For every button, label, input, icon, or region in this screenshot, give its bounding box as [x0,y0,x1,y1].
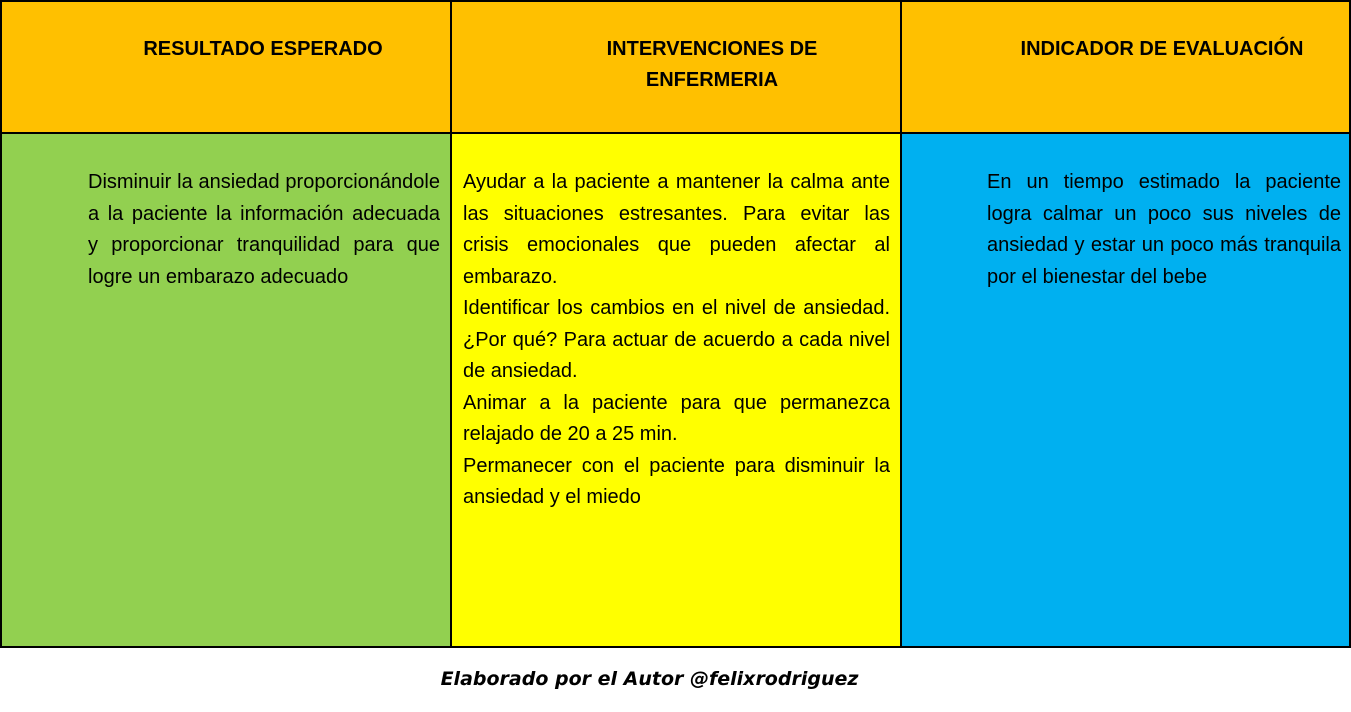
header-resultado-label: RESULTADO ESPERADO [143,38,383,60]
header-indicador-evaluacion [900,0,1351,134]
intervencion-item: Identificar los cambios en el nivel de ansiedad. ¿Por qué? Para actuar de acuerdo a cada nivel de ansiedad. [463,297,890,382]
header-intervenciones-label: INTERVENCIONES DE ENFERMERIA [606,38,818,91]
resultado-text: Disminuir la ansiedad proporcionándole a la paciente la información adecuada y proporcionar tranquilidad para que logre un embarazo adecuado [88,171,440,288]
header-intervenciones [450,0,902,134]
header-resultado-esperado [0,0,452,134]
indicador-text: En un tiempo estimado la paciente logra calmar un poco sus niveles de ansiedad y estar un poco más tranquila por el bienestar del bebe [987,171,1341,288]
intervencion-item: Permanecer con el paciente para disminuir la ansiedad y el miedo [463,454,890,508]
intervenciones-list [463,167,890,514]
cell-indicador-evaluacion [900,132,1351,648]
intervencion-item: Ayudar a la paciente a mantener la calma ante las situaciones estresantes. Para evitar las crisis emocionales que pueden afectar al embarazo. [463,171,890,288]
intervencion-item: Animar a la paciente para que permanezca relajado de 20 a 25 min. [463,391,890,445]
header-indicador-label: INDICADOR DE EVALUACIÓN [1020,38,1304,60]
author-caption: Elaborado por el Autor @felixrodriguez [440,668,859,690]
cell-intervenciones [450,132,902,648]
cell-resultado-esperado [0,132,452,648]
